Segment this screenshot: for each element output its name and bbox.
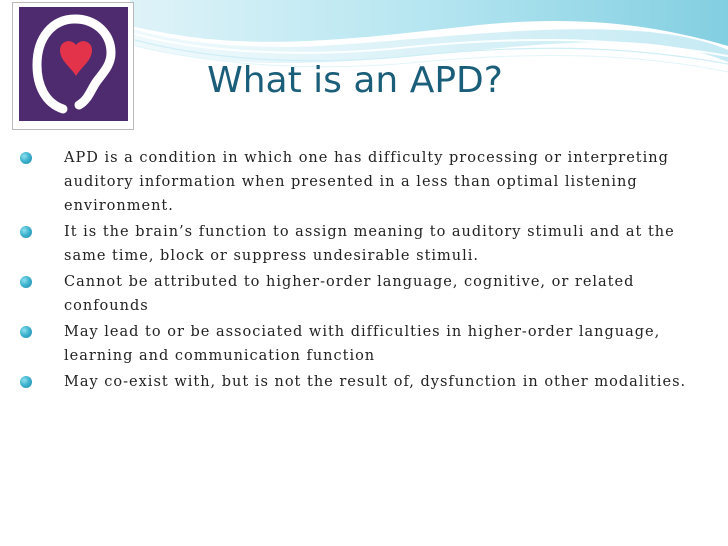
bullet-dot-icon [20, 376, 32, 388]
bullet-item [20, 146, 710, 218]
bullet-dot-icon [20, 226, 32, 238]
bullet-dot-icon [20, 276, 32, 288]
ear-heart-logo [19, 7, 128, 121]
ear-heart-icon [19, 7, 128, 121]
bullet-text: May co-exist with, but is not the result of, dysfunction in other modalities. [64, 374, 687, 390]
bullet-item [20, 270, 710, 318]
slide-title: What is an APD? [207, 60, 503, 101]
bullet-dot-icon [20, 326, 32, 338]
bullet-text: May lead to or be associated with difficulties in higher-order language, learning and communication function [64, 324, 661, 364]
bullet-item [20, 370, 710, 394]
bullet-text: Cannot be attributed to higher-order language, cognitive, or related confounds [64, 274, 635, 314]
bullet-text: APD is a condition in which one has difficulty processing or interpreting auditory information when presented in a less than optimal listening environment. [64, 150, 669, 214]
bullet-item [20, 320, 710, 368]
bullet-list [20, 146, 710, 396]
bullet-text: It is the brain’s function to assign meaning to auditory stimuli and at the same time, block or suppress undesirable stimuli. [64, 224, 675, 264]
bullet-item [20, 220, 710, 268]
bullet-dot-icon [20, 152, 32, 164]
